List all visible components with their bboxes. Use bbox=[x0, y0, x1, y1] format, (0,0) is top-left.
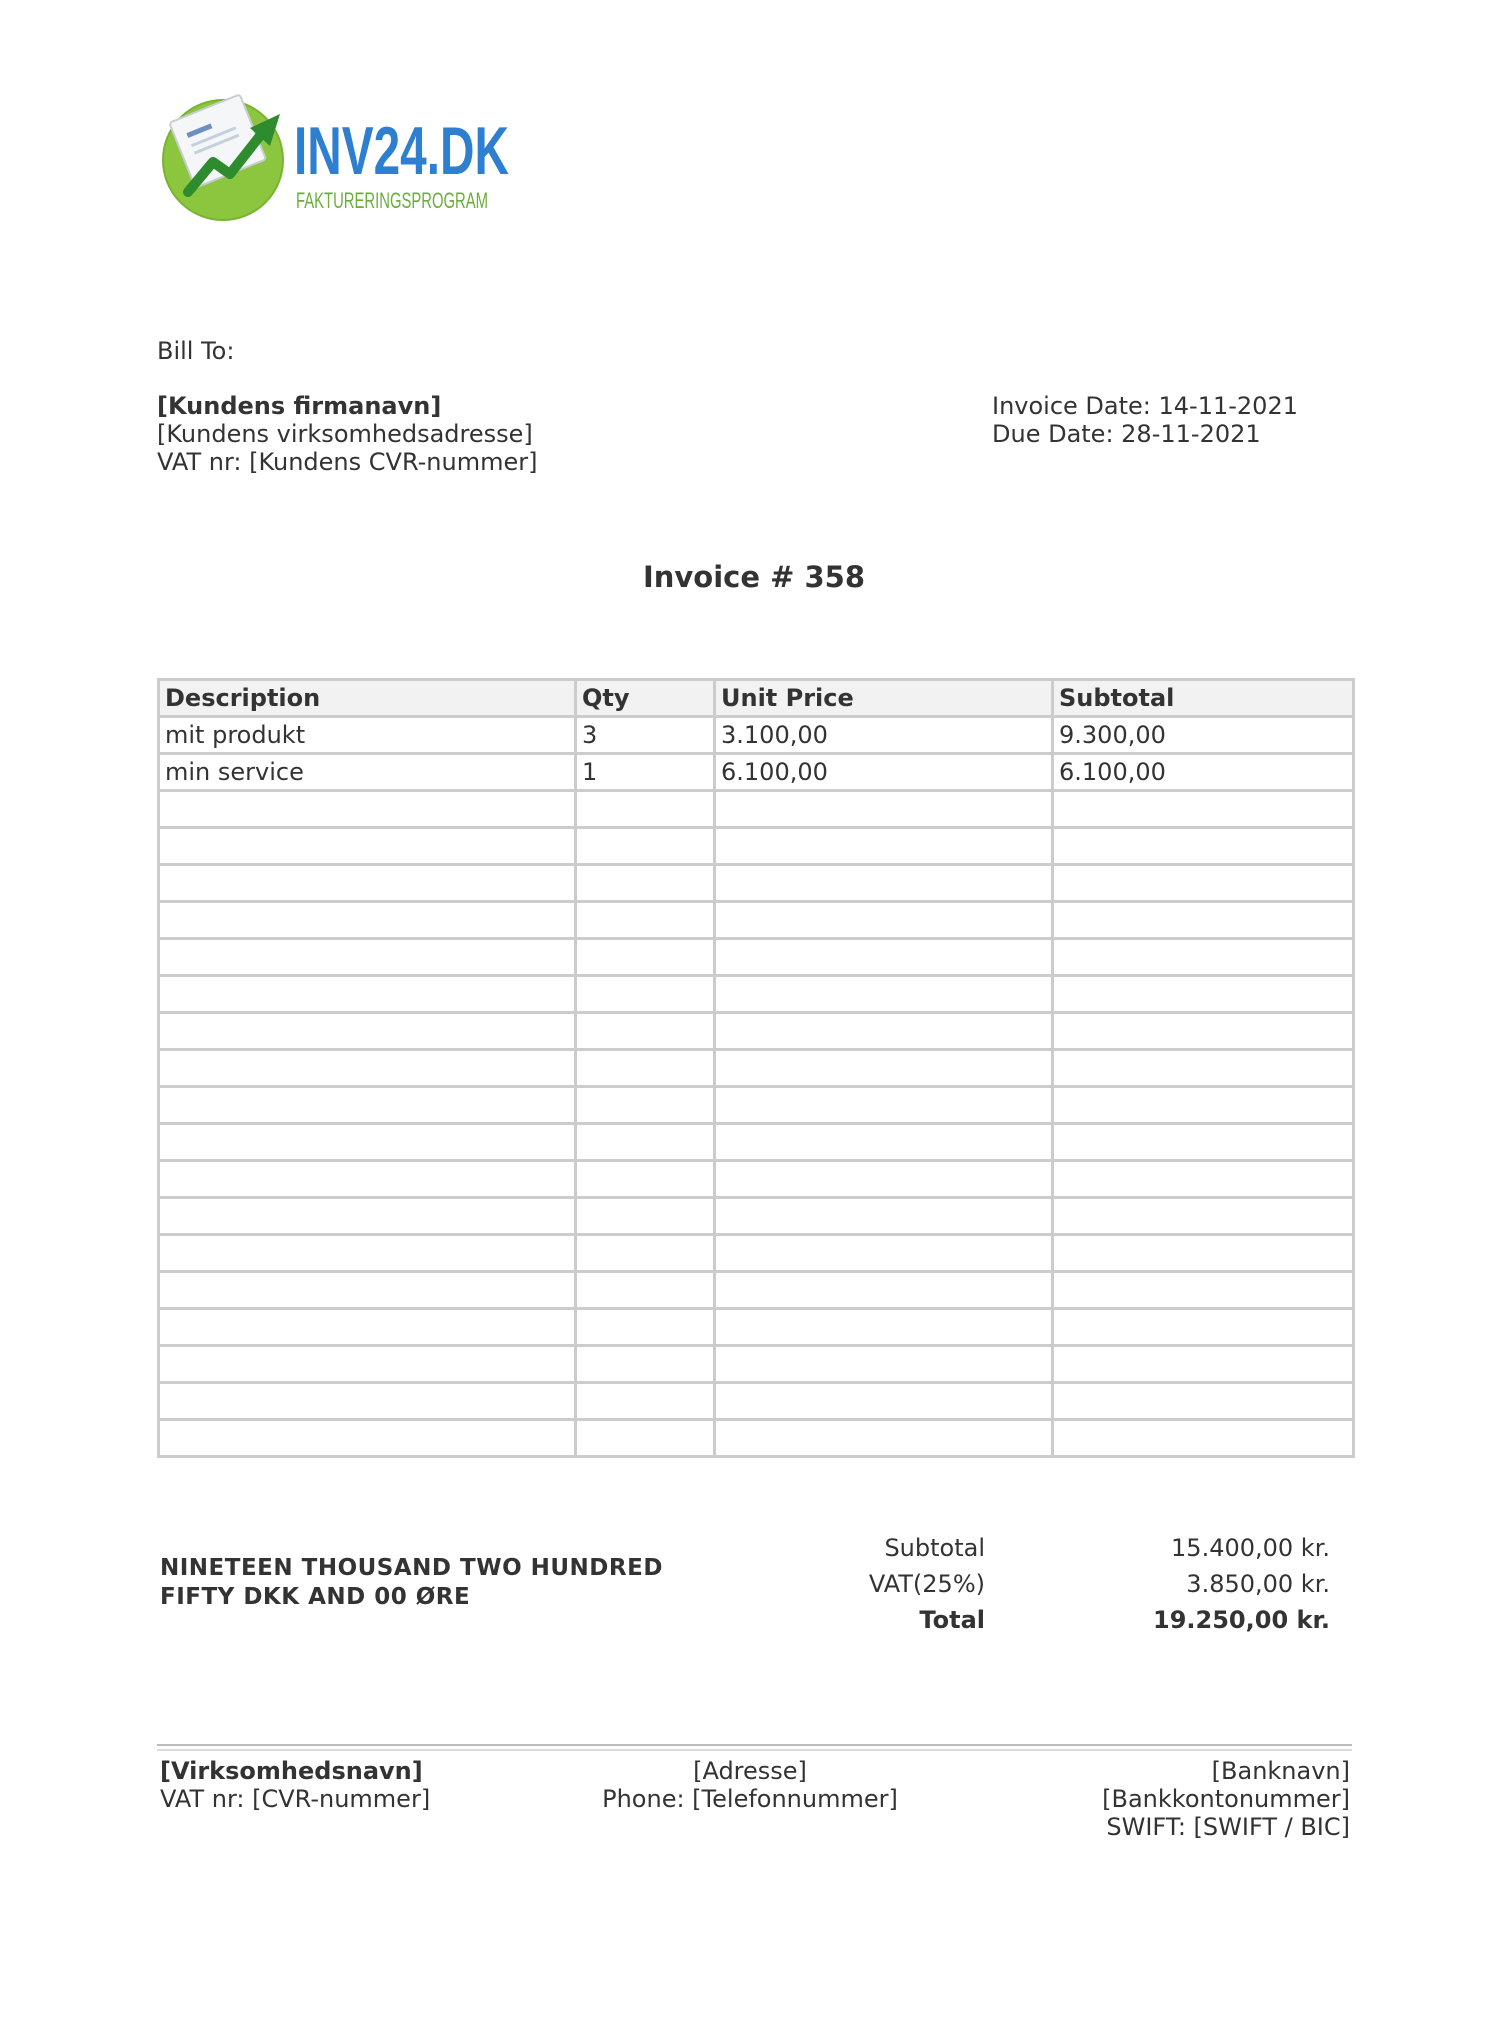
header-unit-price: Unit Price bbox=[715, 680, 1053, 717]
subtotal-label: Subtotal bbox=[884, 1534, 985, 1562]
empty-cell bbox=[1053, 1272, 1354, 1309]
empty-cell bbox=[715, 1272, 1053, 1309]
empty-cell bbox=[1053, 1383, 1354, 1420]
due-date: Due Date: 28-11-2021 bbox=[992, 420, 1261, 448]
empty-cell bbox=[1053, 1124, 1354, 1161]
empty-cell bbox=[576, 791, 715, 828]
cell-qty: 1 bbox=[576, 754, 715, 791]
cell-unit-price: 3.100,00 bbox=[715, 717, 1053, 754]
empty-cell bbox=[1053, 1198, 1354, 1235]
empty-table-row bbox=[159, 1124, 1354, 1161]
empty-table-row bbox=[159, 1198, 1354, 1235]
amount-in-words-line: NINETEEN THOUSAND TWO HUNDRED bbox=[160, 1555, 663, 1581]
empty-table-row bbox=[159, 1346, 1354, 1383]
empty-cell bbox=[1053, 1346, 1354, 1383]
empty-table-row bbox=[159, 1383, 1354, 1420]
footer-bank bbox=[1102, 1757, 1350, 1841]
empty-cell bbox=[1053, 1013, 1354, 1050]
empty-cell bbox=[576, 1013, 715, 1050]
empty-cell bbox=[715, 902, 1053, 939]
empty-cell bbox=[159, 1346, 576, 1383]
empty-cell bbox=[159, 791, 576, 828]
empty-cell bbox=[715, 1161, 1053, 1198]
total-value: 19.250,00 kr. bbox=[1153, 1606, 1330, 1634]
footer-swift: SWIFT: [SWIFT / BIC] bbox=[1106, 1813, 1350, 1841]
empty-cell bbox=[1053, 902, 1354, 939]
empty-table-row bbox=[159, 1050, 1354, 1087]
footer-bank-account: [Bankkontonummer] bbox=[1102, 1785, 1350, 1813]
empty-table-row bbox=[159, 1272, 1354, 1309]
empty-cell bbox=[576, 1383, 715, 1420]
empty-cell bbox=[715, 865, 1053, 902]
empty-cell bbox=[576, 865, 715, 902]
footer-company-name: [Virksomhedsnavn] bbox=[160, 1757, 423, 1785]
empty-cell bbox=[159, 1087, 576, 1124]
footer-divider bbox=[157, 1749, 1352, 1751]
empty-cell bbox=[576, 1309, 715, 1346]
empty-cell bbox=[715, 1346, 1053, 1383]
empty-cell bbox=[576, 1124, 715, 1161]
empty-cell bbox=[159, 1309, 576, 1346]
empty-cell bbox=[159, 1013, 576, 1050]
empty-cell bbox=[715, 828, 1053, 865]
empty-cell bbox=[576, 1087, 715, 1124]
table-row bbox=[159, 754, 1354, 791]
amount-in-words bbox=[160, 1554, 663, 1612]
company-logo bbox=[158, 92, 518, 222]
empty-table-row bbox=[159, 791, 1354, 828]
empty-table-row bbox=[159, 1013, 1354, 1050]
empty-cell bbox=[576, 1272, 715, 1309]
footer-contact bbox=[560, 1757, 940, 1813]
footer-company bbox=[160, 1757, 430, 1813]
empty-cell bbox=[159, 902, 576, 939]
cell-qty: 3 bbox=[576, 717, 715, 754]
table-row bbox=[159, 717, 1354, 754]
empty-cell bbox=[159, 1420, 576, 1457]
cell-description: min service bbox=[159, 754, 576, 791]
empty-cell bbox=[159, 1272, 576, 1309]
empty-table-row bbox=[159, 1235, 1354, 1272]
empty-cell bbox=[715, 1198, 1053, 1235]
empty-cell bbox=[715, 939, 1053, 976]
dates-block bbox=[992, 392, 1298, 448]
empty-cell bbox=[159, 939, 576, 976]
vat-label: VAT(25%) bbox=[868, 1570, 985, 1598]
cell-unit-price: 6.100,00 bbox=[715, 754, 1053, 791]
footer-address: [Adresse] bbox=[693, 1757, 807, 1785]
empty-cell bbox=[159, 976, 576, 1013]
empty-cell bbox=[576, 1235, 715, 1272]
vat-row bbox=[760, 1566, 1330, 1602]
client-vat: VAT nr: [Kundens CVR-nummer] bbox=[157, 448, 538, 476]
client-block bbox=[157, 392, 537, 476]
empty-cell bbox=[159, 1050, 576, 1087]
empty-table-row bbox=[159, 902, 1354, 939]
empty-cell bbox=[1053, 976, 1354, 1013]
empty-cell bbox=[1053, 865, 1354, 902]
empty-cell bbox=[1053, 1087, 1354, 1124]
empty-cell bbox=[1053, 1161, 1354, 1198]
empty-table-row bbox=[159, 1309, 1354, 1346]
client-address: [Kundens virksomhedsadresse] bbox=[157, 420, 533, 448]
empty-cell bbox=[159, 865, 576, 902]
table-header-row bbox=[159, 680, 1354, 717]
header-subtotal: Subtotal bbox=[1053, 680, 1354, 717]
footer-company-vat: VAT nr: [CVR-nummer] bbox=[160, 1785, 431, 1813]
empty-cell bbox=[1053, 791, 1354, 828]
empty-cell bbox=[159, 1124, 576, 1161]
footer-bank-name: [Banknavn] bbox=[1211, 1757, 1350, 1785]
empty-table-row bbox=[159, 939, 1354, 976]
client-name: [Kundens firmanavn] bbox=[157, 392, 442, 420]
empty-cell bbox=[715, 1420, 1053, 1457]
empty-cell bbox=[715, 976, 1053, 1013]
empty-cell bbox=[159, 828, 576, 865]
empty-cell bbox=[576, 828, 715, 865]
cell-description: mit produkt bbox=[159, 717, 576, 754]
empty-cell bbox=[576, 902, 715, 939]
vat-value: 3.850,00 kr. bbox=[1186, 1570, 1330, 1598]
empty-cell bbox=[715, 1383, 1053, 1420]
empty-cell bbox=[715, 1050, 1053, 1087]
empty-cell bbox=[715, 1087, 1053, 1124]
empty-cell bbox=[715, 791, 1053, 828]
empty-cell bbox=[715, 1309, 1053, 1346]
empty-cell bbox=[715, 1124, 1053, 1161]
footer-divider bbox=[157, 1744, 1352, 1746]
totals-block bbox=[760, 1530, 1330, 1638]
total-row bbox=[760, 1602, 1330, 1638]
subtotal-row bbox=[760, 1530, 1330, 1566]
empty-cell bbox=[715, 1013, 1053, 1050]
empty-cell bbox=[1053, 939, 1354, 976]
total-label: Total bbox=[919, 1606, 985, 1634]
header-qty: Qty bbox=[576, 680, 715, 717]
empty-table-row bbox=[159, 976, 1354, 1013]
empty-cell bbox=[1053, 1420, 1354, 1457]
empty-cell bbox=[1053, 1235, 1354, 1272]
cell-subtotal: 9.300,00 bbox=[1053, 717, 1354, 754]
empty-table-row bbox=[159, 1420, 1354, 1457]
logo-tagline: FAKTURERINGSPROGRAM bbox=[296, 188, 488, 213]
empty-table-row bbox=[159, 1087, 1354, 1124]
empty-table-row bbox=[159, 828, 1354, 865]
footer-phone: Phone: [Telefonnummer] bbox=[602, 1785, 898, 1813]
empty-cell bbox=[1053, 1050, 1354, 1087]
empty-cell bbox=[576, 1050, 715, 1087]
empty-cell bbox=[1053, 1309, 1354, 1346]
items-table bbox=[157, 678, 1355, 1458]
empty-cell bbox=[1053, 828, 1354, 865]
empty-cell bbox=[576, 1161, 715, 1198]
empty-cell bbox=[159, 1235, 576, 1272]
amount-in-words-line: FIFTY DKK AND 00 ØRE bbox=[160, 1584, 471, 1610]
logo-icon bbox=[158, 92, 518, 222]
empty-cell bbox=[159, 1198, 576, 1235]
empty-table-row bbox=[159, 1161, 1354, 1198]
empty-cell bbox=[159, 1161, 576, 1198]
logo-name: INV24.DK bbox=[294, 113, 509, 189]
cell-subtotal: 6.100,00 bbox=[1053, 754, 1354, 791]
header-description: Description bbox=[159, 680, 576, 717]
bill-to-label: Bill To: bbox=[157, 337, 235, 365]
empty-cell bbox=[159, 1383, 576, 1420]
subtotal-value: 15.400,00 kr. bbox=[1171, 1534, 1330, 1562]
invoice-title: Invoice # 358 bbox=[642, 560, 866, 594]
empty-cell bbox=[576, 1420, 715, 1457]
empty-cell bbox=[576, 1198, 715, 1235]
empty-cell bbox=[715, 1235, 1053, 1272]
invoice-date: Invoice Date: 14-11-2021 bbox=[992, 392, 1298, 420]
empty-table-row bbox=[159, 865, 1354, 902]
empty-cell bbox=[576, 939, 715, 976]
empty-cell bbox=[576, 1346, 715, 1383]
empty-cell bbox=[576, 976, 715, 1013]
